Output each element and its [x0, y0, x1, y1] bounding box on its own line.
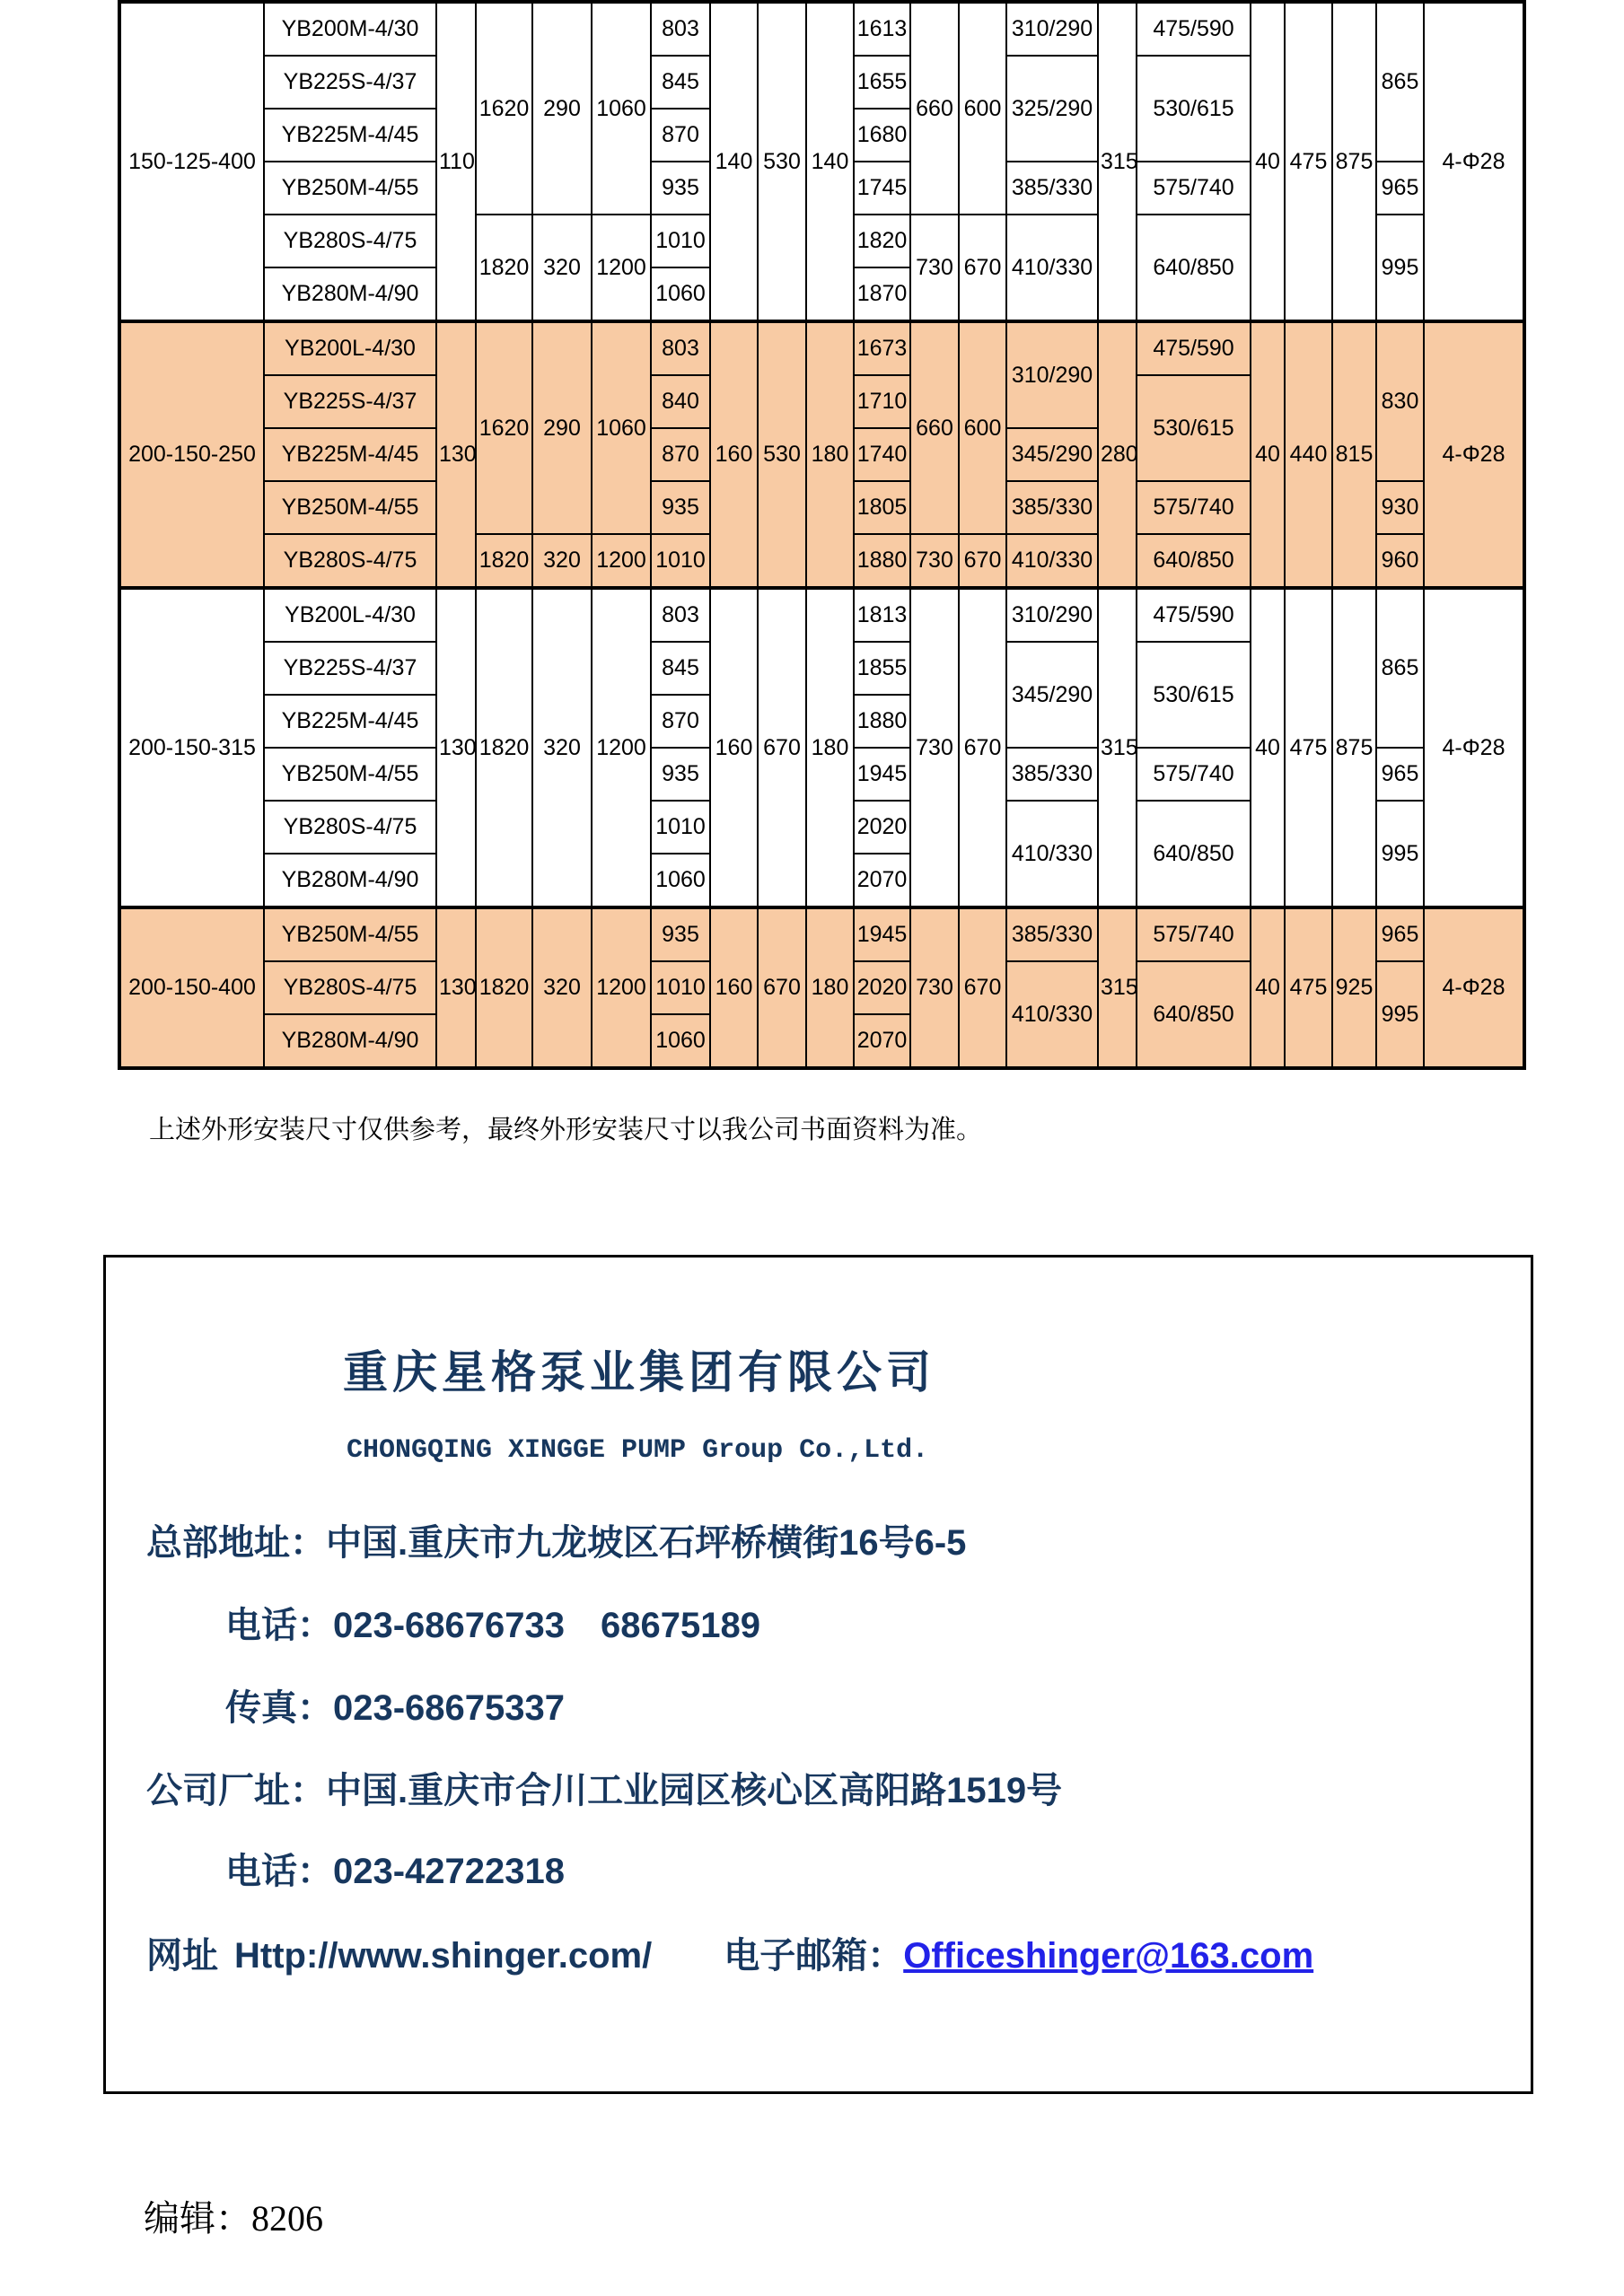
fax-value: 023-68675337: [333, 1688, 566, 1728]
table-cell: YB225M-4/45: [264, 695, 436, 748]
table-cell: 160: [710, 588, 758, 907]
table-cell: 345/290: [1006, 428, 1098, 481]
table-cell: 1060: [651, 267, 710, 321]
table-cell: YB250M-4/55: [264, 481, 436, 534]
table-cell: YB250M-4/55: [264, 907, 436, 961]
table-cell: 160: [710, 321, 758, 588]
table-cell: 995: [1376, 961, 1424, 1068]
table-cell: 530: [758, 321, 806, 588]
table-cell: 200-150-315: [119, 588, 264, 907]
table-cell: YB280M-4/90: [264, 267, 436, 321]
table-cell: 660: [910, 321, 959, 534]
hq-address-value: 中国.重庆市九龙坡区石坪桥横街16号6-5: [326, 1523, 967, 1563]
table-cell: 840: [651, 375, 710, 428]
table-cell: 130: [436, 907, 476, 1068]
table-cell: 140: [806, 2, 854, 321]
dimensions-table: [118, 0, 1526, 1070]
table-cell: 1010: [651, 801, 710, 854]
table-cell: 310/290: [1006, 2, 1098, 56]
company-fax-line: [225, 1679, 565, 1731]
table-cell: 1820: [476, 534, 532, 588]
factory-address-value: 中国.重庆市合川工业园区核心区高阳路1519号: [326, 1771, 1063, 1810]
table-cell: 315: [1098, 588, 1137, 907]
table-cell: 2070: [854, 854, 910, 907]
table-cell: 385/330: [1006, 481, 1098, 534]
table-cell: 870: [651, 109, 710, 162]
table-cell: 475/590: [1137, 321, 1251, 375]
table-cell: 995: [1376, 801, 1424, 907]
table-cell: 475: [1285, 907, 1332, 1068]
table-cell: 875: [1332, 2, 1376, 321]
table-cell: 320: [532, 588, 592, 907]
table-cell: 1820: [476, 215, 532, 321]
table-cell: 345/290: [1006, 642, 1098, 748]
table-cell: YB225S-4/37: [264, 56, 436, 109]
table-cell: 320: [532, 907, 592, 1068]
table-cell: 325/290: [1006, 56, 1098, 162]
table-cell: 1880: [854, 695, 910, 748]
table-cell: YB200L-4/30: [264, 321, 436, 375]
dimensions-table-wrap: [118, 0, 1526, 1070]
table-cell: 1010: [651, 534, 710, 588]
table-cell: 995: [1376, 215, 1424, 321]
table-cell: 575/740: [1137, 748, 1251, 801]
table-cell: 40: [1251, 907, 1285, 1068]
table-cell: 1200: [592, 215, 651, 321]
table-cell: 925: [1332, 907, 1376, 1068]
table-cell: YB280S-4/75: [264, 801, 436, 854]
table-cell: 40: [1251, 588, 1285, 907]
table-cell: 815: [1332, 321, 1376, 588]
table-cell: 180: [806, 907, 854, 1068]
table-cell: 640/850: [1137, 215, 1251, 321]
fax-label: 传真：: [225, 1688, 333, 1728]
table-cell: YB280S-4/75: [264, 534, 436, 588]
table-cell: 935: [651, 162, 710, 215]
table-cell: YB225M-4/45: [264, 109, 436, 162]
table-cell: 670: [758, 907, 806, 1068]
phone-label: 电话：: [225, 1606, 333, 1645]
table-cell: 2020: [854, 961, 910, 1014]
table-cell: 1745: [854, 162, 910, 215]
table-cell: 1805: [854, 481, 910, 534]
table-cell: 965: [1376, 162, 1424, 215]
table-cell: 180: [806, 321, 854, 588]
editor-note: 编辑：8206: [144, 2198, 323, 2239]
table-cell: 310/290: [1006, 321, 1098, 428]
table-cell: 130: [436, 588, 476, 907]
table-cell: 730: [910, 907, 959, 1068]
table-cell: 410/330: [1006, 961, 1098, 1068]
table-cell: 1820: [854, 215, 910, 267]
website-label: 网址: [146, 1936, 218, 1976]
table-cell: 875: [1332, 588, 1376, 907]
table-cell: 4-Φ28: [1424, 321, 1524, 588]
table-cell: 1655: [854, 56, 910, 109]
company-hq-address-line: [146, 1514, 966, 1565]
table-cell: 160: [710, 907, 758, 1068]
table-cell: 730: [910, 588, 959, 907]
table-cell: 1010: [651, 215, 710, 267]
table-cell: 1613: [854, 2, 910, 56]
table-cell: 1620: [476, 321, 532, 534]
table-cell: 40: [1251, 2, 1285, 321]
table-cell: 1010: [651, 961, 710, 1014]
table-cell: 1620: [476, 2, 532, 215]
table-cell: 130: [436, 321, 476, 588]
table-cell: 1710: [854, 375, 910, 428]
table-cell: 1060: [592, 321, 651, 534]
table-cell: 865: [1376, 588, 1424, 748]
table-cell: 1945: [854, 907, 910, 961]
email-link[interactable]: Officeshinger@163.com: [903, 1936, 1314, 1976]
table-cell: 1813: [854, 588, 910, 642]
factory-address-label: 公司厂址：: [146, 1771, 326, 1810]
table-cell: 870: [651, 695, 710, 748]
table-cell: 1870: [854, 267, 910, 321]
table-cell: 670: [758, 588, 806, 907]
table-cell: YB225M-4/45: [264, 428, 436, 481]
table-cell: 2070: [854, 1014, 910, 1068]
table-cell: 930: [1376, 481, 1424, 534]
table-cell: 200-150-400: [119, 907, 264, 1068]
table-cell: 280: [1098, 321, 1137, 588]
table-cell: 385/330: [1006, 907, 1098, 961]
table-cell: YB250M-4/55: [264, 748, 436, 801]
table-cell: 530/615: [1137, 56, 1251, 162]
email-label: 电子邮箱：: [724, 1936, 904, 1976]
table-cell: 1060: [592, 2, 651, 215]
table-cell: 670: [959, 534, 1006, 588]
table-cell: 870: [651, 428, 710, 481]
table-cell: 575/740: [1137, 481, 1251, 534]
table-cell: 640/850: [1137, 534, 1251, 588]
table-cell: YB200L-4/30: [264, 588, 436, 642]
table-cell: YB200M-4/30: [264, 2, 436, 56]
table-cell: 1200: [592, 907, 651, 1068]
table-cell: 530/615: [1137, 375, 1251, 481]
table-cell: 803: [651, 2, 710, 56]
table-cell: 965: [1376, 907, 1424, 961]
table-cell: 960: [1376, 534, 1424, 588]
company-factory-phone-line: [225, 1843, 565, 1894]
table-cell: 1945: [854, 748, 910, 801]
table-cell: 935: [651, 748, 710, 801]
table-cell: 600: [959, 2, 1006, 215]
company-name-en: CHONGQING XINGGE PUMP Group Co.,Ltd.: [347, 1435, 929, 1466]
table-cell: 670: [959, 215, 1006, 321]
company-web-email-line: [146, 1927, 1313, 1978]
table-cell: 410/330: [1006, 534, 1098, 588]
table-cell: 575/740: [1137, 907, 1251, 961]
table-cell: 600: [959, 321, 1006, 534]
table-cell: 385/330: [1006, 748, 1098, 801]
table-cell: 1673: [854, 321, 910, 375]
table-cell: 475: [1285, 588, 1332, 907]
table-cell: 310/290: [1006, 588, 1098, 642]
table-cell: 670: [959, 588, 1006, 907]
table-cell: 730: [910, 534, 959, 588]
table-cell: 4-Φ28: [1424, 2, 1524, 321]
table-cell: 1060: [651, 854, 710, 907]
table-cell: 4-Φ28: [1424, 907, 1524, 1068]
table-cell: 670: [959, 907, 1006, 1068]
company-name-cn: 重庆星格泵业集团有限公司: [343, 1347, 935, 1398]
table-cell: 320: [532, 534, 592, 588]
table-cell: YB225S-4/37: [264, 375, 436, 428]
table-cell: 315: [1098, 907, 1137, 1068]
table-cell: 730: [910, 215, 959, 321]
table-cell: 935: [651, 481, 710, 534]
table-cell: 475/590: [1137, 588, 1251, 642]
table-cell: YB225S-4/37: [264, 642, 436, 695]
table-cell: 845: [651, 642, 710, 695]
table-cell: 1820: [476, 588, 532, 907]
table-cell: 803: [651, 321, 710, 375]
table-cell: YB280M-4/90: [264, 1014, 436, 1068]
table-cell: 410/330: [1006, 801, 1098, 907]
table-cell: 1740: [854, 428, 910, 481]
table-cell: 475: [1285, 2, 1332, 321]
table-cell: 150-125-400: [119, 2, 264, 321]
table-cell: 1200: [592, 588, 651, 907]
table-cell: 40: [1251, 321, 1285, 588]
phone-value: 023-68676733 68675189: [333, 1606, 760, 1645]
factory-phone-label: 电话：: [225, 1852, 333, 1891]
company-info-box: [103, 1255, 1533, 2094]
website-url: Http://www.shinger.com/: [234, 1936, 653, 1976]
table-cell: 475/590: [1137, 2, 1251, 56]
table-cell: 290: [532, 2, 592, 215]
table-cell: YB250M-4/55: [264, 162, 436, 215]
table-cell: 385/330: [1006, 162, 1098, 215]
table-footnote: 上述外形安装尺寸仅供参考，最终外形安装尺寸以我公司书面资料为准。: [149, 1116, 983, 1144]
table-cell: 180: [806, 588, 854, 907]
factory-phone-value: 023-42722318: [333, 1852, 566, 1891]
table-cell: 830: [1376, 321, 1424, 481]
table-cell: 140: [710, 2, 758, 321]
company-factory-address-line: [146, 1762, 1062, 1813]
table-cell: 1680: [854, 109, 910, 162]
table-cell: 320: [532, 215, 592, 321]
table-cell: 4-Φ28: [1424, 588, 1524, 907]
table-cell: 200-150-250: [119, 321, 264, 588]
table-cell: YB280M-4/90: [264, 854, 436, 907]
table-cell: 1200: [592, 534, 651, 588]
table-cell: 935: [651, 907, 710, 961]
hq-address-label: 总部地址：: [146, 1523, 326, 1563]
table-cell: 410/330: [1006, 215, 1098, 321]
table-cell: 640/850: [1137, 961, 1251, 1068]
table-cell: 1855: [854, 642, 910, 695]
table-cell: 1060: [651, 1014, 710, 1068]
company-phone-line: [225, 1597, 760, 1648]
table-cell: 803: [651, 588, 710, 642]
table-cell: 660: [910, 2, 959, 215]
table-cell: 110: [436, 2, 476, 321]
table-cell: 965: [1376, 748, 1424, 801]
table-cell: 530: [758, 2, 806, 321]
table-cell: 1820: [476, 907, 532, 1068]
table-cell: 640/850: [1137, 801, 1251, 907]
table-cell: 290: [532, 321, 592, 534]
table-cell: 440: [1285, 321, 1332, 588]
table-cell: 1880: [854, 534, 910, 588]
table-cell: YB280S-4/75: [264, 215, 436, 267]
table-cell: 2020: [854, 801, 910, 854]
table-cell: 530/615: [1137, 642, 1251, 748]
table-cell: 575/740: [1137, 162, 1251, 215]
table-cell: 865: [1376, 2, 1424, 162]
table-cell: 845: [651, 56, 710, 109]
table-cell: 315: [1098, 2, 1137, 321]
table-cell: YB280S-4/75: [264, 961, 436, 1014]
